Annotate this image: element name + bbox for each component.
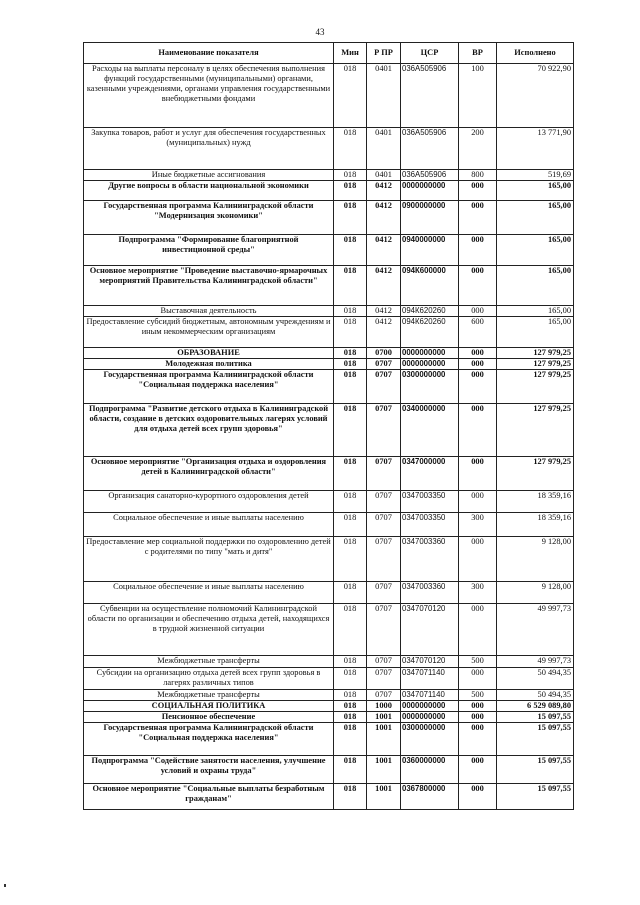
cell-vr: 000 bbox=[459, 701, 497, 712]
cell-vr: 000 bbox=[459, 537, 497, 582]
cell-csr: 0000000000 bbox=[401, 359, 459, 370]
cell-min: 018 bbox=[334, 181, 367, 201]
cell-name: Основное мероприятие "Проведение выставочно-ярмарочных мероприятий Правительства Калининградской области" bbox=[84, 266, 334, 306]
cell-min: 018 bbox=[334, 348, 367, 359]
cell-min: 018 bbox=[334, 513, 367, 537]
cell-rpr: 0707 bbox=[367, 582, 401, 604]
cell-vr: 000 bbox=[459, 306, 497, 317]
cell-amount: 50 494,35 bbox=[497, 690, 574, 701]
cell-csr: 0367800000 bbox=[401, 784, 459, 810]
cell-amount: 127 979,25 bbox=[497, 404, 574, 457]
table-row bbox=[84, 404, 574, 457]
cell-amount: 15 097,55 bbox=[497, 723, 574, 756]
cell-vr: 300 bbox=[459, 582, 497, 604]
table-row bbox=[84, 370, 574, 404]
cell-amount: 70 922,90 bbox=[497, 64, 574, 128]
cell-min: 018 bbox=[334, 701, 367, 712]
table-row bbox=[84, 359, 574, 370]
cell-name: Социальное обеспечение и иные выплаты населению bbox=[84, 513, 334, 537]
cell-rpr: 0412 bbox=[367, 266, 401, 306]
cell-amount: 15 097,55 bbox=[497, 784, 574, 810]
cell-amount: 127 979,25 bbox=[497, 370, 574, 404]
cell-rpr: 0707 bbox=[367, 668, 401, 690]
cell-vr: 600 bbox=[459, 317, 497, 348]
cell-min: 018 bbox=[334, 491, 367, 513]
cell-vr: 500 bbox=[459, 690, 497, 701]
table-row bbox=[84, 784, 574, 810]
cell-rpr: 1000 bbox=[367, 701, 401, 712]
cell-csr: 0347000000 bbox=[401, 457, 459, 491]
cell-csr: 094К620260 bbox=[401, 317, 459, 348]
cell-name: Расходы на выплаты персоналу в целях обеспечения выполнения функций государственными (муниципальными) органами, казенными учреждениями, органами управления государственными внебюджетными фондами bbox=[84, 64, 334, 128]
cell-name: Межбюджетные трансферты bbox=[84, 690, 334, 701]
cell-rpr: 1001 bbox=[367, 784, 401, 810]
cell-amount: 127 979,25 bbox=[497, 348, 574, 359]
cell-csr: 0347003360 bbox=[401, 582, 459, 604]
table-row bbox=[84, 64, 574, 128]
cell-rpr: 0700 bbox=[367, 348, 401, 359]
cell-min: 018 bbox=[334, 201, 367, 235]
cell-name: СОЦИАЛЬНАЯ ПОЛИТИКА bbox=[84, 701, 334, 712]
cell-min: 018 bbox=[334, 317, 367, 348]
cell-name: ОБРАЗОВАНИЕ bbox=[84, 348, 334, 359]
cell-amount: 6 529 089,80 bbox=[497, 701, 574, 712]
cell-vr: 000 bbox=[459, 370, 497, 404]
table-row bbox=[84, 317, 574, 348]
cell-name: Предоставление мер социальной поддержки по оздоровлению детей с родителями по типу "мать и дитя" bbox=[84, 537, 334, 582]
table-row bbox=[84, 668, 574, 690]
cell-min: 018 bbox=[334, 537, 367, 582]
cell-vr: 000 bbox=[459, 266, 497, 306]
cell-amount: 165,00 bbox=[497, 181, 574, 201]
cell-min: 018 bbox=[334, 235, 367, 266]
cell-name: Закупка товаров, работ и услуг для обеспечения государственных (муниципальных) нужд bbox=[84, 128, 334, 170]
column-header-name: Наименование показателя bbox=[84, 43, 334, 64]
table-row bbox=[84, 306, 574, 317]
cell-amount: 15 097,55 bbox=[497, 756, 574, 784]
column-header-min: Мин bbox=[334, 43, 367, 64]
cell-amount: 165,00 bbox=[497, 317, 574, 348]
cell-min: 018 bbox=[334, 690, 367, 701]
cell-rpr: 0412 bbox=[367, 201, 401, 235]
cell-rpr: 0707 bbox=[367, 656, 401, 668]
cell-name: Подпрограмма "Содействие занятости населения, улучшение условий и охраны труда" bbox=[84, 756, 334, 784]
table-row bbox=[84, 723, 574, 756]
cell-name: Государственная программа Калининградской области "Социальная поддержка населения" bbox=[84, 723, 334, 756]
cell-min: 018 bbox=[334, 656, 367, 668]
cell-rpr: 1001 bbox=[367, 712, 401, 723]
cell-amount: 165,00 bbox=[497, 266, 574, 306]
cell-rpr: 0707 bbox=[367, 491, 401, 513]
cell-name: Субвенции на осуществление полномочий Калининградской области по организации и обеспечению отдыха детей, находящихся в трудной жизненной ситуации bbox=[84, 604, 334, 656]
cell-amount: 49 997,73 bbox=[497, 656, 574, 668]
cell-name: Молодежная политика bbox=[84, 359, 334, 370]
table-header-row bbox=[84, 43, 574, 64]
cell-csr: 0347071140 bbox=[401, 668, 459, 690]
cell-vr: 000 bbox=[459, 348, 497, 359]
cell-name: Социальное обеспечение и иные выплаты населению bbox=[84, 582, 334, 604]
cell-vr: 000 bbox=[459, 181, 497, 201]
cell-amount: 165,00 bbox=[497, 201, 574, 235]
table-row bbox=[84, 712, 574, 723]
cell-vr: 800 bbox=[459, 170, 497, 181]
table-row bbox=[84, 537, 574, 582]
cell-name: Пенсионное обеспечение bbox=[84, 712, 334, 723]
cell-vr: 000 bbox=[459, 668, 497, 690]
cell-csr: 0340000000 bbox=[401, 404, 459, 457]
table-row bbox=[84, 235, 574, 266]
cell-amount: 15 097,55 bbox=[497, 712, 574, 723]
table-row bbox=[84, 181, 574, 201]
budget-table bbox=[83, 42, 574, 810]
cell-min: 018 bbox=[334, 170, 367, 181]
cell-vr: 000 bbox=[459, 604, 497, 656]
cell-min: 018 bbox=[334, 756, 367, 784]
page-number: 43 bbox=[315, 27, 325, 37]
cell-amount: 50 494,35 bbox=[497, 668, 574, 690]
cell-rpr: 0707 bbox=[367, 404, 401, 457]
cell-name: Основное мероприятие "Организация отдыха и оздоровления детей в Калининградской области" bbox=[84, 457, 334, 491]
cell-min: 018 bbox=[334, 64, 367, 128]
cell-csr: 094К620260 bbox=[401, 306, 459, 317]
cell-csr: 0000000000 bbox=[401, 701, 459, 712]
table-row bbox=[84, 513, 574, 537]
cell-min: 018 bbox=[334, 582, 367, 604]
cell-rpr: 0707 bbox=[367, 604, 401, 656]
cell-name: Другие вопросы в области национальной экономики bbox=[84, 181, 334, 201]
cell-amount: 165,00 bbox=[497, 306, 574, 317]
cell-rpr: 1001 bbox=[367, 756, 401, 784]
cell-csr: 0347070120 bbox=[401, 604, 459, 656]
cell-vr: 000 bbox=[459, 756, 497, 784]
cell-name: Государственная программа Калининградской области "Социальная поддержка населения" bbox=[84, 370, 334, 404]
cell-rpr: 0707 bbox=[367, 370, 401, 404]
cell-csr: 094К600000 bbox=[401, 266, 459, 306]
cell-min: 018 bbox=[334, 370, 367, 404]
cell-vr: 500 bbox=[459, 656, 497, 668]
table-row bbox=[84, 457, 574, 491]
table-row bbox=[84, 170, 574, 181]
cell-rpr: 0401 bbox=[367, 128, 401, 170]
cell-rpr: 0401 bbox=[367, 170, 401, 181]
cell-csr: 0300000000 bbox=[401, 370, 459, 404]
cell-amount: 49 997,73 bbox=[497, 604, 574, 656]
cell-vr: 000 bbox=[459, 712, 497, 723]
cell-min: 018 bbox=[334, 404, 367, 457]
table-row bbox=[84, 701, 574, 712]
table-row bbox=[84, 656, 574, 668]
cell-csr: 036А505906 bbox=[401, 170, 459, 181]
cell-min: 018 bbox=[334, 128, 367, 170]
cell-csr: 0900000000 bbox=[401, 201, 459, 235]
cell-amount: 519,69 bbox=[497, 170, 574, 181]
cell-name: Организация санаторно-курортного оздоровления детей bbox=[84, 491, 334, 513]
cell-csr: 0300000000 bbox=[401, 723, 459, 756]
cell-amount: 13 771,90 bbox=[497, 128, 574, 170]
cell-min: 018 bbox=[334, 359, 367, 370]
cell-amount: 127 979,25 bbox=[497, 359, 574, 370]
cell-min: 018 bbox=[334, 723, 367, 756]
cell-vr: 300 bbox=[459, 513, 497, 537]
cell-vr: 000 bbox=[459, 201, 497, 235]
cell-rpr: 0412 bbox=[367, 181, 401, 201]
table-row bbox=[84, 266, 574, 306]
cell-rpr: 0707 bbox=[367, 537, 401, 582]
cell-csr: 0347003360 bbox=[401, 537, 459, 582]
cell-name: Государственная программа Калининградской области "Модернизация экономики" bbox=[84, 201, 334, 235]
cell-rpr: 0707 bbox=[367, 513, 401, 537]
cell-csr: 0347071140 bbox=[401, 690, 459, 701]
cell-min: 018 bbox=[334, 668, 367, 690]
cell-min: 018 bbox=[334, 266, 367, 306]
cell-csr: 0000000000 bbox=[401, 348, 459, 359]
cell-csr: 0000000000 bbox=[401, 712, 459, 723]
cell-amount: 165,00 bbox=[497, 235, 574, 266]
cell-vr: 000 bbox=[459, 457, 497, 491]
cell-name: Предоставление субсидий бюджетным, автономным учреждениям и иным некоммерческим организациям bbox=[84, 317, 334, 348]
cell-amount: 9 128,00 bbox=[497, 582, 574, 604]
column-header-amount: Исполнено bbox=[497, 43, 574, 64]
table-row bbox=[84, 491, 574, 513]
table-row bbox=[84, 582, 574, 604]
cell-vr: 000 bbox=[459, 235, 497, 266]
cell-vr: 100 bbox=[459, 64, 497, 128]
cell-csr: 0360000000 bbox=[401, 756, 459, 784]
scan-mark bbox=[4, 884, 6, 887]
cell-rpr: 0412 bbox=[367, 306, 401, 317]
cell-amount: 18 359,16 bbox=[497, 513, 574, 537]
table-body bbox=[84, 64, 574, 810]
table-row bbox=[84, 201, 574, 235]
cell-amount: 9 128,00 bbox=[497, 537, 574, 582]
cell-min: 018 bbox=[334, 604, 367, 656]
table-row bbox=[84, 128, 574, 170]
cell-vr: 000 bbox=[459, 723, 497, 756]
cell-csr: 0347003350 bbox=[401, 513, 459, 537]
cell-rpr: 0412 bbox=[367, 235, 401, 266]
cell-rpr: 1001 bbox=[367, 723, 401, 756]
cell-min: 018 bbox=[334, 306, 367, 317]
cell-amount: 127 979,25 bbox=[497, 457, 574, 491]
cell-rpr: 0707 bbox=[367, 690, 401, 701]
cell-name: Выставочная деятельность bbox=[84, 306, 334, 317]
cell-name: Субсидии на организацию отдыха детей всех групп здоровья в лагерях различных типов bbox=[84, 668, 334, 690]
table-row bbox=[84, 690, 574, 701]
cell-name: Основное мероприятие "Социальные выплаты безработным гражданам" bbox=[84, 784, 334, 810]
cell-name: Межбюджетные трансферты bbox=[84, 656, 334, 668]
cell-vr: 000 bbox=[459, 784, 497, 810]
cell-vr: 200 bbox=[459, 128, 497, 170]
cell-vr: 000 bbox=[459, 491, 497, 513]
table-row bbox=[84, 756, 574, 784]
cell-csr: 0347003350 bbox=[401, 491, 459, 513]
cell-min: 018 bbox=[334, 457, 367, 491]
column-header-csr: ЦСР bbox=[401, 43, 459, 64]
cell-vr: 000 bbox=[459, 359, 497, 370]
cell-min: 018 bbox=[334, 712, 367, 723]
cell-rpr: 0412 bbox=[367, 317, 401, 348]
cell-name: Подпрограмма "Формирование благоприятной инвестиционной среды" bbox=[84, 235, 334, 266]
cell-csr: 036А505906 bbox=[401, 128, 459, 170]
cell-min: 018 bbox=[334, 784, 367, 810]
column-header-rpr: Р ПР bbox=[367, 43, 401, 64]
column-header-vr: ВР bbox=[459, 43, 497, 64]
cell-vr: 000 bbox=[459, 404, 497, 457]
cell-rpr: 0707 bbox=[367, 457, 401, 491]
cell-rpr: 0401 bbox=[367, 64, 401, 128]
cell-csr: 036А505906 bbox=[401, 64, 459, 128]
cell-csr: 0940000000 bbox=[401, 235, 459, 266]
cell-csr: 0347070120 bbox=[401, 656, 459, 668]
cell-name: Иные бюджетные ассигнования bbox=[84, 170, 334, 181]
cell-csr: 0000000000 bbox=[401, 181, 459, 201]
cell-name: Подпрограмма "Развитие детского отдыха в Калининградской области, создание в детских оздоровительных лагерях условий для отдыха детей всех групп здоровья" bbox=[84, 404, 334, 457]
table-row bbox=[84, 604, 574, 656]
table-row bbox=[84, 348, 574, 359]
cell-rpr: 0707 bbox=[367, 359, 401, 370]
cell-amount: 18 359,16 bbox=[497, 491, 574, 513]
